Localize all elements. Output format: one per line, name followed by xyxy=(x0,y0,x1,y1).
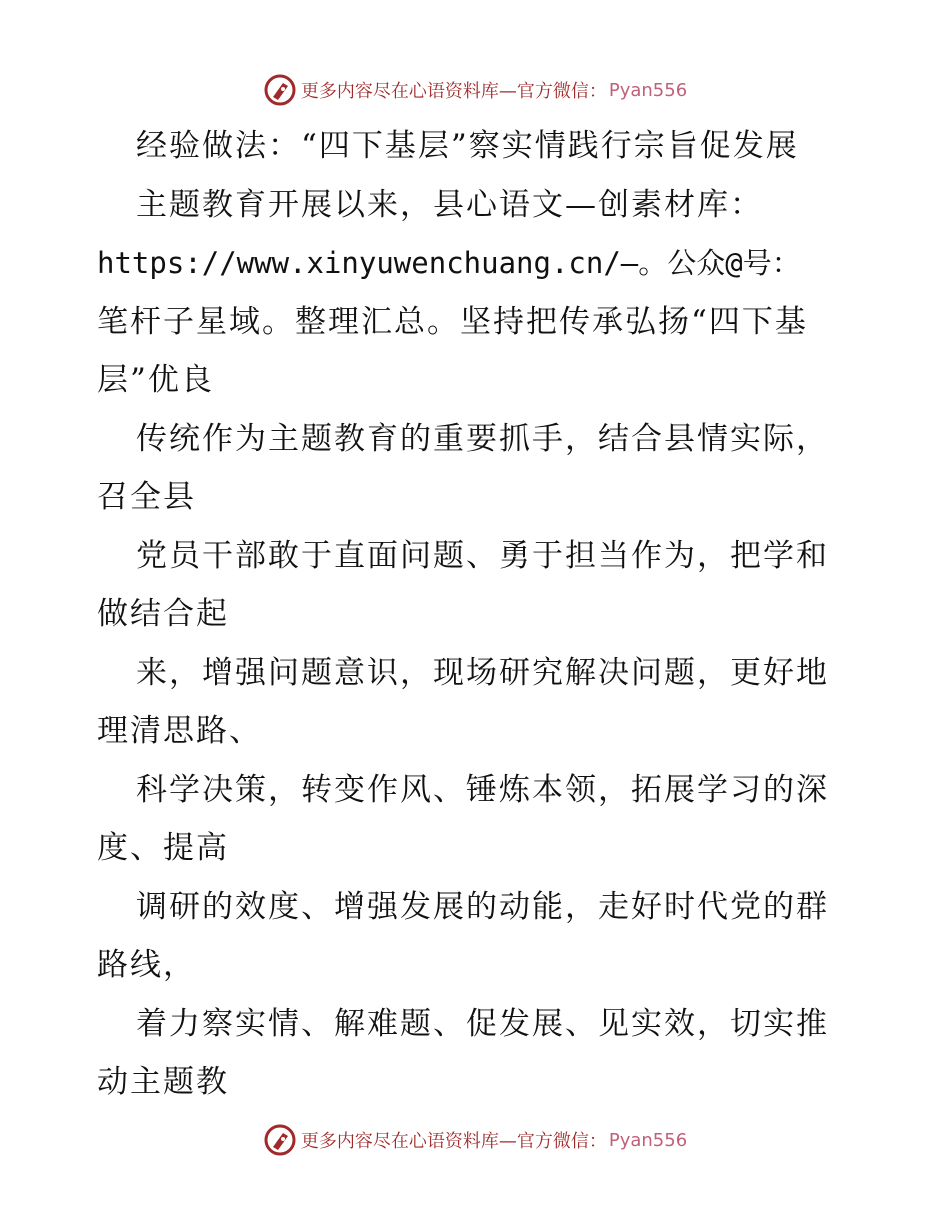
paragraph-line: 层”优良 xyxy=(97,362,214,398)
paragraph-line: 传统作为主题教育的重要抓手，结合县情实际， xyxy=(136,420,829,457)
pen-nib-logo-icon xyxy=(263,1123,297,1157)
paragraph-line: 召全县 xyxy=(97,479,196,515)
doc-title-line: 经验做法：“四下基层”察实情践行宗旨促发展 xyxy=(136,128,799,164)
paragraph-line: 主题教育开展以来，县心语文—创素材库： xyxy=(136,186,763,223)
watermark-text: 更多内容尽在心语资料库—官方微信： xyxy=(300,1131,607,1152)
footer-watermark xyxy=(0,1120,950,1160)
paragraph-line: 科学决策，转变作风、锤炼本领，拓展学习的深 xyxy=(136,771,829,808)
paragraph-line: 来，增强问题意识，现场研究解决问题，更好地 xyxy=(136,654,829,691)
paragraph-line: 动主题教 xyxy=(97,1064,229,1100)
paragraph-line: https://www.xinyuwenchuang.cn/—。公众@号： xyxy=(97,246,801,280)
paragraph-line: 度、提高 xyxy=(97,830,229,866)
watermark-text: 更多内容尽在心语资料库—官方微信： xyxy=(300,81,607,102)
document-body xyxy=(97,117,857,1112)
paragraph-line: 党员干部敢于直面问题、勇于担当作为，把学和 xyxy=(136,537,829,574)
paragraph-line: 路线， xyxy=(97,947,196,983)
paragraph-line: 做结合起 xyxy=(97,596,229,632)
pen-nib-logo-icon xyxy=(263,73,297,107)
paragraph-line: 调研的效度、增强发展的动能，走好时代党的群 xyxy=(136,888,829,925)
paragraph-line: 笔杆子星域。整理汇总。坚持把传承弘扬“四下基 xyxy=(97,303,808,340)
paragraph-line: 理清思路、 xyxy=(97,713,262,749)
header-watermark xyxy=(0,70,950,110)
watermark-wechat-id: Pyan556 xyxy=(608,1129,688,1151)
watermark-wechat-id: Pyan556 xyxy=(608,79,688,101)
paragraph-line: 着力察实情、解难题、促发展、见实效，切实推 xyxy=(136,1005,829,1042)
